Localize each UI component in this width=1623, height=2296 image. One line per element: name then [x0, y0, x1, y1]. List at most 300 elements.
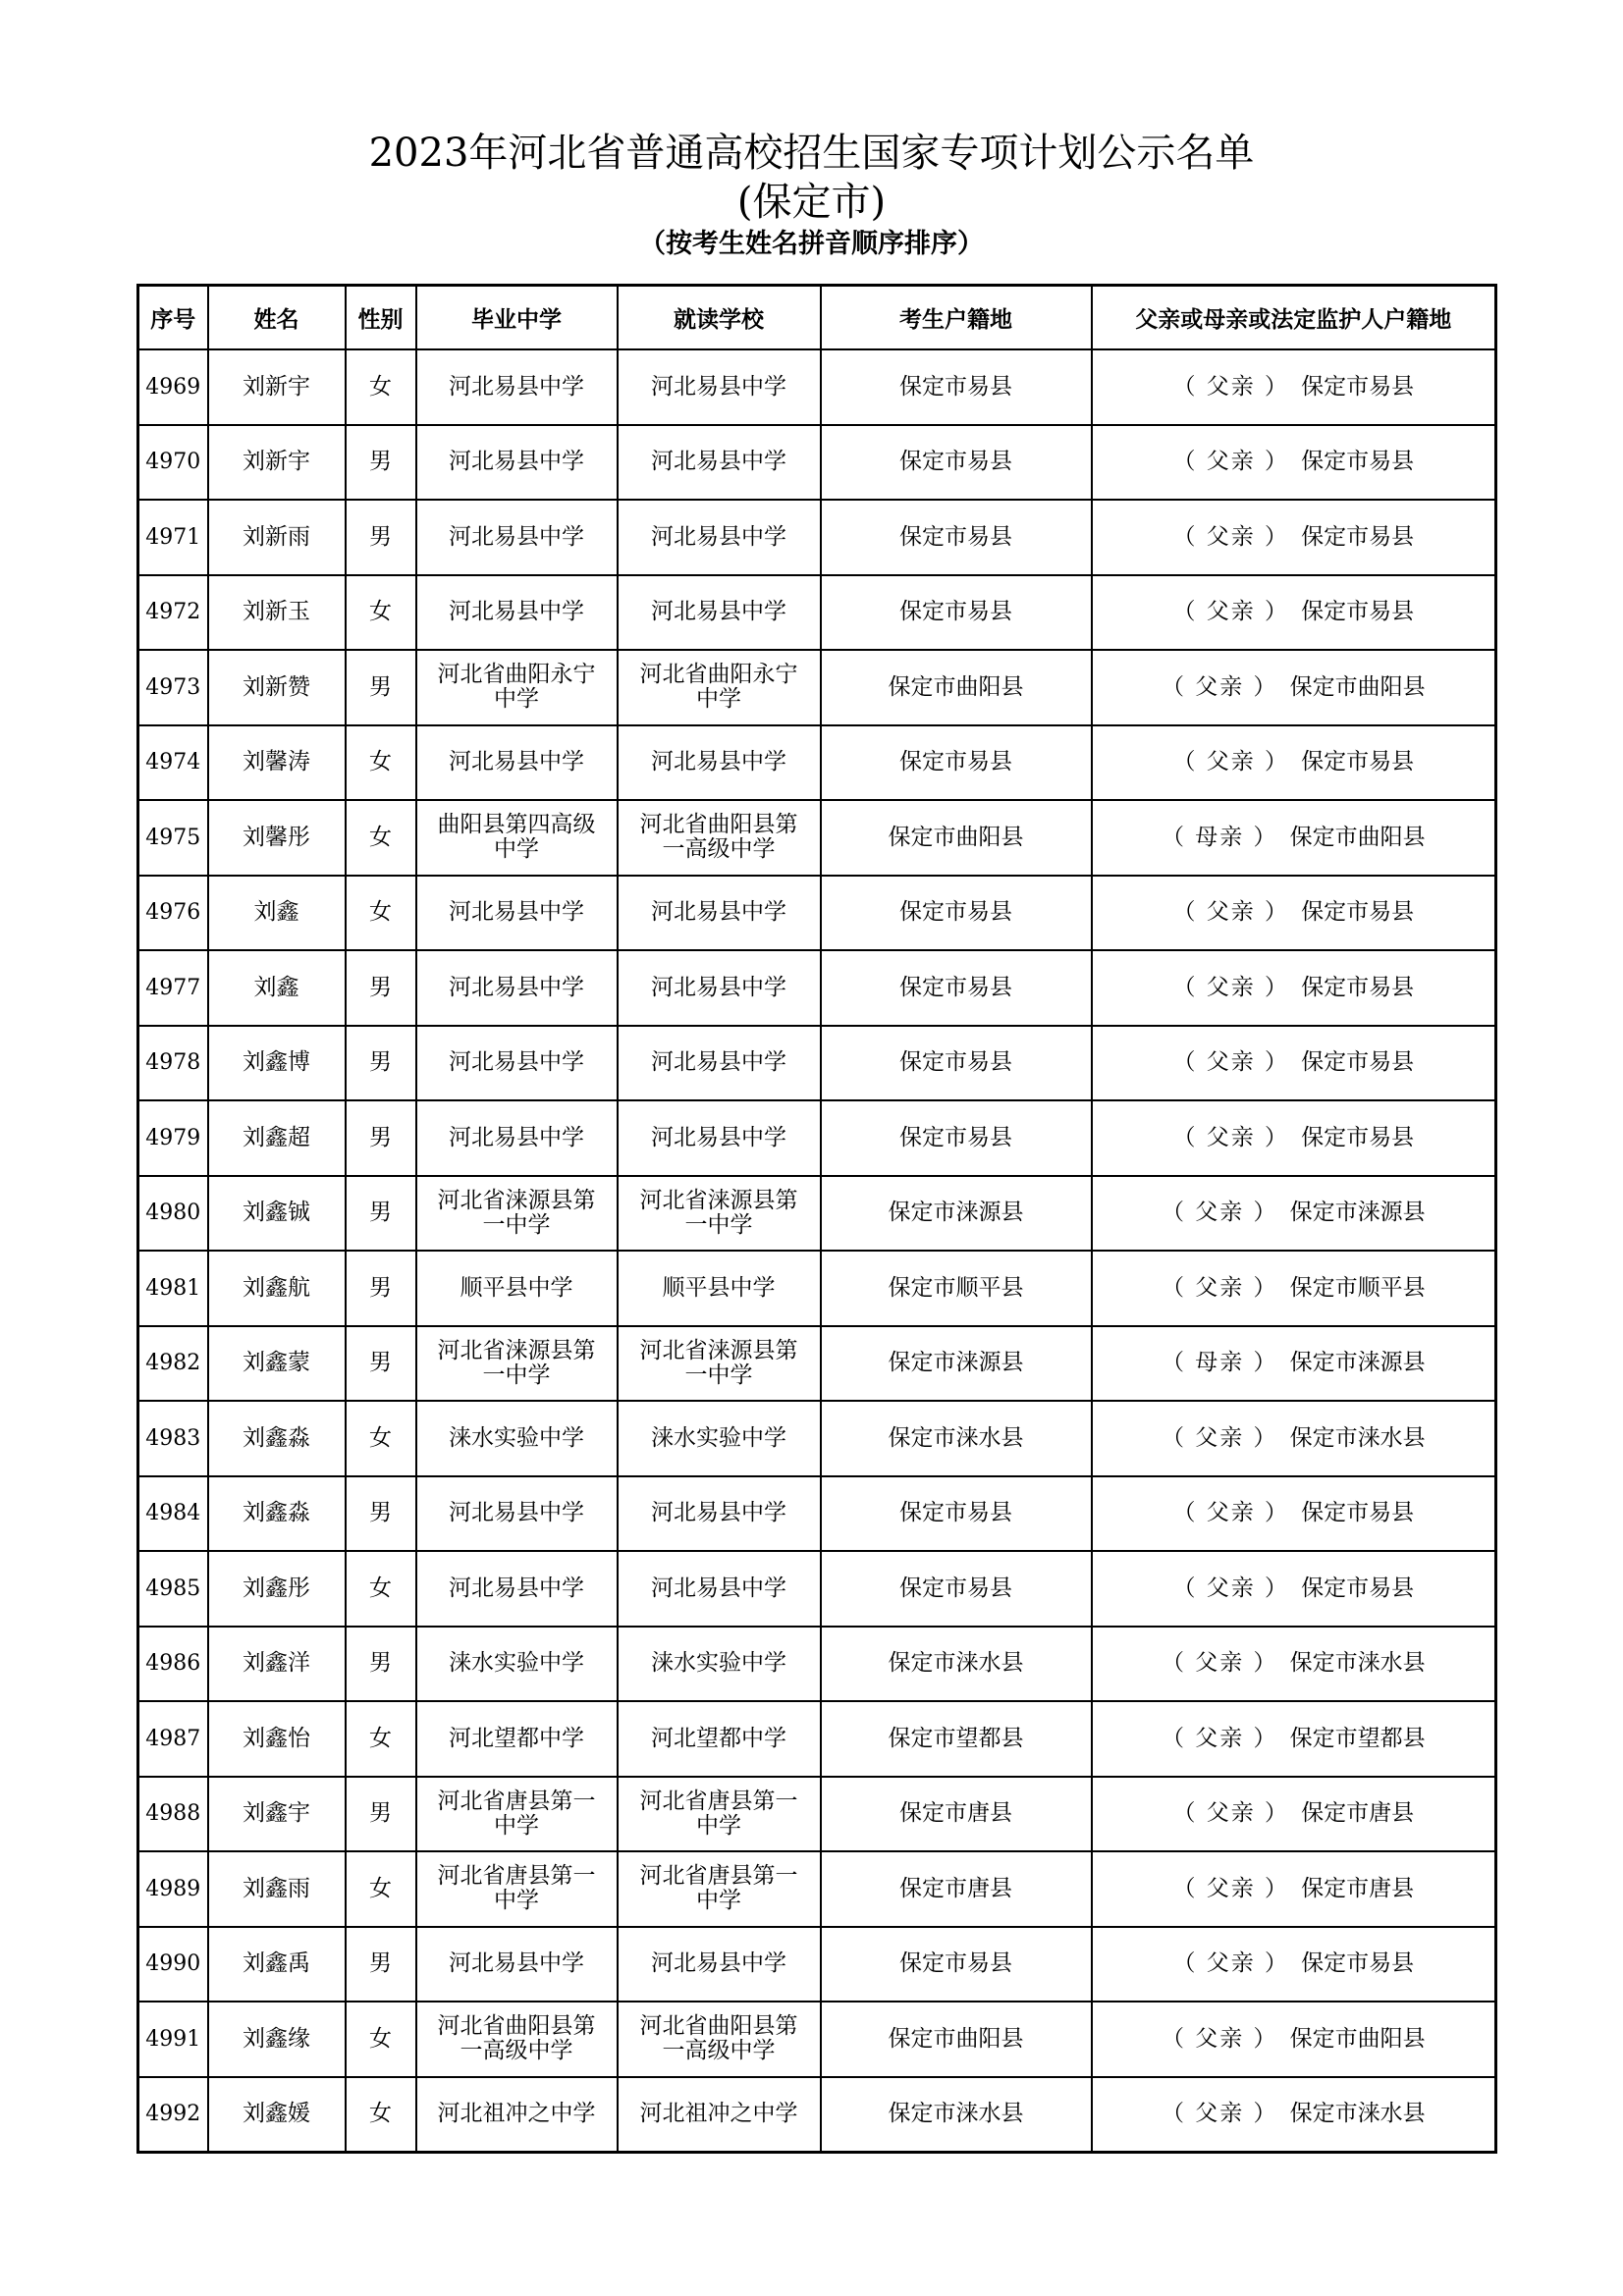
table-row: [138, 425, 1496, 501]
cell-grad-school-text: 曲阳县第四高级中学: [437, 812, 596, 863]
cell-guardian: [1092, 575, 1496, 651]
guardian-domicile: 保定市易县: [1301, 373, 1415, 400]
cell-grad-school: [416, 1476, 618, 1552]
cell-gender: 男: [346, 1100, 416, 1176]
cell-guardian: [1092, 1927, 1496, 2002]
cell-serial-no: 4972: [138, 575, 208, 651]
cell-domicile: 保定市易县: [821, 1476, 1092, 1552]
guardian-relation: （ 父亲 ）: [1172, 599, 1290, 625]
cell-study-school-text: 河北易县中学: [651, 449, 786, 475]
cell-study-school-text: 河北易县中学: [651, 1500, 786, 1526]
guardian-domicile: 保定市顺平县: [1289, 1274, 1426, 1301]
cell-grad-school-text: 顺平县中学: [460, 1274, 573, 1301]
cell-study-school: [618, 650, 821, 725]
cell-serial-no: 4984: [138, 1476, 208, 1552]
cell-grad-school: [416, 1326, 618, 1402]
cell-study-school: [618, 1701, 821, 1777]
table-row: [138, 1927, 1496, 2002]
cell-gender: 男: [346, 1326, 416, 1402]
table-row: [138, 650, 1496, 725]
cell-domicile: 保定市易县: [821, 950, 1092, 1026]
guardian-relation: （ 父亲 ）: [1172, 373, 1290, 400]
cell-study-school-text: 河北望都中学: [651, 1725, 786, 1751]
cell-serial-no: 4977: [138, 950, 208, 1026]
guardian-relation: （ 父亲 ）: [1172, 974, 1290, 1000]
guardian-domicile: 保定市涞源县: [1289, 1200, 1426, 1226]
table-row: [138, 1551, 1496, 1627]
cell-study-school: [618, 1476, 821, 1552]
cell-study-school-text: 河北祖冲之中学: [639, 2101, 798, 2127]
cell-domicile: 保定市易县: [821, 575, 1092, 651]
cell-gender: 男: [346, 1927, 416, 2002]
cell-serial-no: 4989: [138, 1851, 208, 1927]
cell-guardian: [1092, 2002, 1496, 2077]
cell-grad-school-text: 河北省唐县第一中学: [437, 1863, 596, 1914]
cell-serial-no: 4990: [138, 1927, 208, 2002]
cell-study-school: [618, 950, 821, 1026]
cell-domicile: 保定市顺平县: [821, 1251, 1092, 1326]
cell-guardian: [1092, 1627, 1496, 1702]
table-row: [138, 1701, 1496, 1777]
table-row: [138, 1176, 1496, 1252]
guardian-relation: （ 父亲 ）: [1172, 1575, 1290, 1601]
cell-domicile: 保定市涞源县: [821, 1176, 1092, 1252]
cell-domicile: 保定市曲阳县: [821, 650, 1092, 725]
guardian-domicile: 保定市望都县: [1289, 1725, 1426, 1751]
guardian-relation: （ 母亲 ）: [1161, 824, 1278, 850]
cell-grad-school: [416, 725, 618, 801]
cell-serial-no: 4985: [138, 1551, 208, 1627]
column-header-no: 序号: [138, 286, 208, 350]
guardian-domicile: 保定市涞水县: [1289, 1650, 1426, 1677]
table-body: [138, 349, 1496, 2153]
cell-serial-no: 4988: [138, 1777, 208, 1852]
cell-guardian: [1092, 1701, 1496, 1777]
cell-grad-school-text: 河北省曲阳县第一高级中学: [437, 2013, 596, 2064]
cell-study-school: [618, 500, 821, 575]
guardian-relation: （ 父亲 ）: [1172, 1875, 1290, 1901]
cell-study-school: [618, 1627, 821, 1702]
candidate-table: [136, 284, 1497, 2154]
guardian-relation: （ 父亲 ）: [1161, 1424, 1278, 1451]
table-row: [138, 1326, 1496, 1402]
cell-study-school: [618, 575, 821, 651]
guardian-relation: （ 父亲 ）: [1161, 1650, 1278, 1677]
cell-name: 刘新宇: [208, 349, 346, 425]
cell-grad-school: [416, 876, 618, 951]
cell-gender: 女: [346, 1401, 416, 1476]
cell-study-school: [618, 349, 821, 425]
cell-name: 刘鑫超: [208, 1100, 346, 1176]
cell-domicile: 保定市易县: [821, 1927, 1092, 2002]
cell-guardian: [1092, 800, 1496, 876]
guardian-relation: （ 父亲 ）: [1172, 899, 1290, 926]
guardian-relation: （ 父亲 ）: [1172, 749, 1290, 775]
cell-serial-no: 4987: [138, 1701, 208, 1777]
cell-name: 刘鑫雨: [208, 1851, 346, 1927]
guardian-relation: （ 父亲 ）: [1172, 1950, 1290, 1977]
guardian-relation: （ 父亲 ）: [1161, 1274, 1278, 1301]
cell-study-school: [618, 1401, 821, 1476]
guardian-domicile: 保定市易县: [1301, 599, 1415, 625]
cell-serial-no: 4978: [138, 1026, 208, 1101]
guardian-relation: （ 父亲 ）: [1161, 2101, 1278, 2127]
table-row: [138, 1026, 1496, 1101]
cell-study-school-text: 河北省曲阳县第一高级中学: [639, 2013, 798, 2064]
cell-serial-no: 4982: [138, 1326, 208, 1402]
table-row: [138, 725, 1496, 801]
table-row: [138, 800, 1496, 876]
cell-guardian: [1092, 876, 1496, 951]
cell-grad-school-text: 河北易县中学: [449, 899, 584, 926]
cell-study-school: [618, 725, 821, 801]
cell-grad-school: [416, 800, 618, 876]
guardian-relation: （ 父亲 ）: [1172, 449, 1290, 475]
cell-study-school: [618, 1100, 821, 1176]
cell-grad-school-text: 河北易县中学: [449, 1500, 584, 1526]
cell-name: 刘鑫缘: [208, 2002, 346, 2077]
cell-grad-school: [416, 500, 618, 575]
guardian-domicile: 保定市唐县: [1301, 1800, 1415, 1827]
cell-grad-school-text: 河北易县中学: [449, 974, 584, 1000]
cell-study-school-text: 河北省曲阳县第一高级中学: [639, 812, 798, 863]
cell-grad-school: [416, 1026, 618, 1101]
cell-name: 刘鑫洋: [208, 1627, 346, 1702]
cell-domicile: 保定市易县: [821, 1026, 1092, 1101]
cell-study-school-text: 河北省唐县第一中学: [639, 1788, 798, 1839]
cell-domicile: 保定市易县: [821, 425, 1092, 501]
cell-domicile: 保定市望都县: [821, 1701, 1092, 1777]
cell-grad-school: [416, 1627, 618, 1702]
cell-study-school: [618, 1927, 821, 2002]
cell-study-school-text: 河北省曲阳永宁中学: [639, 662, 798, 713]
cell-study-school-text: 河北易县中学: [651, 974, 786, 1000]
cell-study-school-text: 河北省涞源县第一中学: [639, 1337, 798, 1388]
cell-grad-school-text: 河北易县中学: [449, 1950, 584, 1977]
table-row: [138, 2077, 1496, 2153]
cell-serial-no: 4975: [138, 800, 208, 876]
cell-gender: 女: [346, 725, 416, 801]
guardian-relation: （ 父亲 ）: [1172, 1124, 1290, 1150]
cell-grad-school: [416, 1100, 618, 1176]
cell-grad-school: [416, 1176, 618, 1252]
cell-domicile: 保定市涞源县: [821, 1326, 1092, 1402]
cell-study-school: [618, 800, 821, 876]
cell-guardian: [1092, 1551, 1496, 1627]
cell-grad-school-text: 河北易县中学: [449, 373, 584, 400]
cell-name: 刘鑫: [208, 950, 346, 1026]
cell-name: 刘鑫蒙: [208, 1326, 346, 1402]
cell-study-school-text: 河北易县中学: [651, 1575, 786, 1601]
guardian-domicile: 保定市易县: [1301, 749, 1415, 775]
cell-guardian: [1092, 1777, 1496, 1852]
cell-domicile: 保定市涞水县: [821, 1627, 1092, 1702]
guardian-relation: （ 父亲 ）: [1161, 673, 1278, 700]
cell-study-school-text: 河北易县中学: [651, 1049, 786, 1076]
cell-name: 刘鑫淼: [208, 1476, 346, 1552]
cell-study-school-text: 河北省唐县第一中学: [639, 1863, 798, 1914]
cell-gender: 男: [346, 650, 416, 725]
cell-guardian: [1092, 1476, 1496, 1552]
guardian-domicile: 保定市易县: [1301, 1575, 1415, 1601]
cell-gender: 女: [346, 1851, 416, 1927]
table-row: [138, 1100, 1496, 1176]
cell-domicile: 保定市唐县: [821, 1851, 1092, 1927]
page-subtitle-city: (保定市): [736, 180, 887, 225]
cell-grad-school: [416, 1251, 618, 1326]
cell-name: 刘新玉: [208, 575, 346, 651]
cell-guardian: [1092, 950, 1496, 1026]
table-row: [138, 1401, 1496, 1476]
column-header-domicile: 考生户籍地: [821, 286, 1092, 350]
cell-guardian: [1092, 425, 1496, 501]
cell-gender: 男: [346, 1251, 416, 1326]
cell-study-school-text: 顺平县中学: [662, 1274, 776, 1301]
cell-grad-school: [416, 349, 618, 425]
column-header-guardian-domicile: 父亲或母亲或法定监护人户籍地: [1092, 286, 1496, 350]
cell-study-school-text: 河北易县中学: [651, 1950, 786, 1977]
guardian-domicile: 保定市涞水县: [1289, 1424, 1426, 1451]
page-title: 2023年河北省普通高校招生国家专项计划公示名单: [368, 131, 1255, 176]
cell-guardian: [1092, 1026, 1496, 1101]
table-header-row: [138, 286, 1496, 350]
cell-serial-no: 4969: [138, 349, 208, 425]
cell-guardian: [1092, 650, 1496, 725]
guardian-domicile: 保定市易县: [1301, 1500, 1415, 1526]
guardian-domicile: 保定市易县: [1301, 449, 1415, 475]
cell-guardian: [1092, 1100, 1496, 1176]
cell-name: 刘鑫铖: [208, 1176, 346, 1252]
guardian-domicile: 保定市涞水县: [1289, 2101, 1426, 2127]
cell-grad-school-text: 河北省曲阳永宁中学: [437, 662, 596, 713]
cell-guardian: [1092, 1326, 1496, 1402]
cell-study-school: [618, 2077, 821, 2153]
cell-grad-school-text: 河北易县中学: [449, 449, 584, 475]
cell-domicile: 保定市易县: [821, 725, 1092, 801]
cell-grad-school: [416, 425, 618, 501]
cell-name: 刘鑫怡: [208, 1701, 346, 1777]
cell-serial-no: 4970: [138, 425, 208, 501]
cell-domicile: 保定市涞水县: [821, 1401, 1092, 1476]
guardian-domicile: 保定市曲阳县: [1289, 673, 1426, 700]
cell-guardian: [1092, 1251, 1496, 1326]
cell-serial-no: 4981: [138, 1251, 208, 1326]
column-header-grad-school: 毕业中学: [416, 286, 618, 350]
column-header-study-school: 就读学校: [618, 286, 821, 350]
cell-study-school-text: 涞水实验中学: [651, 1424, 786, 1451]
cell-gender: 女: [346, 575, 416, 651]
cell-grad-school-text: 河北易县中学: [449, 523, 584, 550]
cell-name: 刘鑫航: [208, 1251, 346, 1326]
cell-study-school-text: 河北易县中学: [651, 899, 786, 926]
table-row: [138, 1251, 1496, 1326]
column-header-gender: 性别: [346, 286, 416, 350]
cell-grad-school: [416, 1777, 618, 1852]
cell-gender: 女: [346, 1701, 416, 1777]
cell-study-school-text: 河北易县中学: [651, 749, 786, 775]
cell-gender: 女: [346, 1551, 416, 1627]
guardian-domicile: 保定市涞源县: [1289, 1350, 1426, 1376]
guardian-relation: （ 父亲 ）: [1172, 1500, 1290, 1526]
table-row: [138, 349, 1496, 425]
cell-name: 刘鑫禹: [208, 1927, 346, 2002]
cell-domicile: 保定市曲阳县: [821, 2002, 1092, 2077]
cell-study-school: [618, 1777, 821, 1852]
cell-guardian: [1092, 500, 1496, 575]
cell-gender: 女: [346, 2077, 416, 2153]
cell-grad-school: [416, 1927, 618, 2002]
cell-study-school: [618, 1551, 821, 1627]
cell-study-school-text: 河北易县中学: [651, 373, 786, 400]
guardian-domicile: 保定市唐县: [1301, 1875, 1415, 1901]
cell-study-school: [618, 1026, 821, 1101]
cell-grad-school-text: 河北易县中学: [449, 1575, 584, 1601]
table-row: [138, 2002, 1496, 2077]
cell-serial-no: 4983: [138, 1401, 208, 1476]
cell-study-school-text: 河北省涞源县第一中学: [639, 1187, 798, 1238]
cell-grad-school: [416, 950, 618, 1026]
guardian-relation: （ 母亲 ）: [1161, 1350, 1278, 1376]
cell-study-school: [618, 876, 821, 951]
sort-note: （按考生姓名拼音顺序排序）: [639, 229, 984, 259]
cell-grad-school-text: 涞水实验中学: [449, 1650, 584, 1677]
cell-study-school: [618, 1851, 821, 1927]
cell-name: 刘鑫宇: [208, 1777, 346, 1852]
cell-grad-school: [416, 1401, 618, 1476]
cell-grad-school-text: 河北易县中学: [449, 1049, 584, 1076]
cell-guardian: [1092, 1401, 1496, 1476]
cell-name: 刘馨涛: [208, 725, 346, 801]
cell-name: 刘鑫彤: [208, 1551, 346, 1627]
cell-guardian: [1092, 725, 1496, 801]
cell-guardian: [1092, 1176, 1496, 1252]
cell-gender: 男: [346, 950, 416, 1026]
cell-grad-school: [416, 650, 618, 725]
table-row: [138, 876, 1496, 951]
cell-study-school-text: 河北易县中学: [651, 1124, 786, 1150]
table-row: [138, 575, 1496, 651]
table-row: [138, 500, 1496, 575]
cell-study-school: [618, 1176, 821, 1252]
cell-serial-no: 4971: [138, 500, 208, 575]
cell-serial-no: 4974: [138, 725, 208, 801]
cell-study-school-text: 河北易县中学: [651, 599, 786, 625]
cell-domicile: 保定市易县: [821, 876, 1092, 951]
cell-study-school: [618, 1251, 821, 1326]
cell-gender: 女: [346, 876, 416, 951]
cell-name: 刘新宇: [208, 425, 346, 501]
cell-guardian: [1092, 1851, 1496, 1927]
cell-serial-no: 4973: [138, 650, 208, 725]
cell-serial-no: 4991: [138, 2002, 208, 2077]
cell-gender: 男: [346, 425, 416, 501]
cell-name: 刘鑫淼: [208, 1401, 346, 1476]
cell-domicile: 保定市涞水县: [821, 2077, 1092, 2153]
column-header-name: 姓名: [208, 286, 346, 350]
cell-grad-school-text: 河北望都中学: [449, 1725, 584, 1751]
cell-domicile: 保定市易县: [821, 1551, 1092, 1627]
guardian-relation: （ 父亲 ）: [1161, 1200, 1278, 1226]
cell-gender: 女: [346, 2002, 416, 2077]
cell-gender: 男: [346, 1176, 416, 1252]
cell-name: 刘馨彤: [208, 800, 346, 876]
cell-gender: 男: [346, 1026, 416, 1101]
cell-gender: 女: [346, 349, 416, 425]
guardian-domicile: 保定市易县: [1301, 899, 1415, 926]
cell-grad-school: [416, 1701, 618, 1777]
cell-study-school: [618, 2002, 821, 2077]
cell-domicile: 保定市曲阳县: [821, 800, 1092, 876]
guardian-domicile: 保定市易县: [1301, 523, 1415, 550]
table-row: [138, 1476, 1496, 1552]
guardian-domicile: 保定市易县: [1301, 1950, 1415, 1977]
cell-grad-school-text: 河北祖冲之中学: [437, 2101, 596, 2127]
guardian-relation: （ 父亲 ）: [1172, 523, 1290, 550]
guardian-relation: （ 父亲 ）: [1161, 1725, 1278, 1751]
cell-serial-no: 4980: [138, 1176, 208, 1252]
cell-domicile: 保定市易县: [821, 1100, 1092, 1176]
table-row: [138, 1777, 1496, 1852]
table-row: [138, 1627, 1496, 1702]
cell-domicile: 保定市易县: [821, 500, 1092, 575]
cell-gender: 男: [346, 500, 416, 575]
cell-grad-school-text: 河北省涞源县第一中学: [437, 1337, 596, 1388]
cell-grad-school-text: 河北易县中学: [449, 599, 584, 625]
cell-gender: 男: [346, 1476, 416, 1552]
table-row: [138, 950, 1496, 1026]
guardian-domicile: 保定市曲阳县: [1289, 2025, 1426, 2052]
cell-guardian: [1092, 2077, 1496, 2153]
cell-gender: 男: [346, 1627, 416, 1702]
cell-grad-school-text: 涞水实验中学: [449, 1424, 584, 1451]
cell-serial-no: 4992: [138, 2077, 208, 2153]
cell-name: 刘鑫媛: [208, 2077, 346, 2153]
guardian-domicile: 保定市易县: [1301, 1049, 1415, 1076]
guardian-relation: （ 父亲 ）: [1161, 2025, 1278, 2052]
cell-grad-school: [416, 2002, 618, 2077]
cell-grad-school-text: 河北省唐县第一中学: [437, 1788, 596, 1839]
cell-domicile: 保定市唐县: [821, 1777, 1092, 1852]
cell-study-school-text: 河北易县中学: [651, 523, 786, 550]
cell-serial-no: 4976: [138, 876, 208, 951]
cell-grad-school-text: 河北易县中学: [449, 1124, 584, 1150]
cell-name: 刘新雨: [208, 500, 346, 575]
cell-grad-school: [416, 2077, 618, 2153]
cell-grad-school-text: 河北省涞源县第一中学: [437, 1187, 596, 1238]
cell-study-school: [618, 1326, 821, 1402]
guardian-domicile: 保定市易县: [1301, 974, 1415, 1000]
guardian-relation: （ 父亲 ）: [1172, 1049, 1290, 1076]
cell-serial-no: 4986: [138, 1627, 208, 1702]
cell-name: 刘新赞: [208, 650, 346, 725]
cell-domicile: 保定市易县: [821, 349, 1092, 425]
cell-gender: 男: [346, 1777, 416, 1852]
cell-study-school-text: 涞水实验中学: [651, 1650, 786, 1677]
guardian-relation: （ 父亲 ）: [1172, 1800, 1290, 1827]
cell-grad-school: [416, 1551, 618, 1627]
cell-grad-school-text: 河北易县中学: [449, 749, 584, 775]
guardian-domicile: 保定市易县: [1301, 1124, 1415, 1150]
guardian-domicile: 保定市曲阳县: [1289, 824, 1426, 850]
cell-name: 刘鑫: [208, 876, 346, 951]
cell-study-school: [618, 425, 821, 501]
cell-guardian: [1092, 349, 1496, 425]
cell-serial-no: 4979: [138, 1100, 208, 1176]
cell-gender: 女: [346, 800, 416, 876]
cell-grad-school: [416, 1851, 618, 1927]
cell-grad-school: [416, 575, 618, 651]
cell-name: 刘鑫博: [208, 1026, 346, 1101]
